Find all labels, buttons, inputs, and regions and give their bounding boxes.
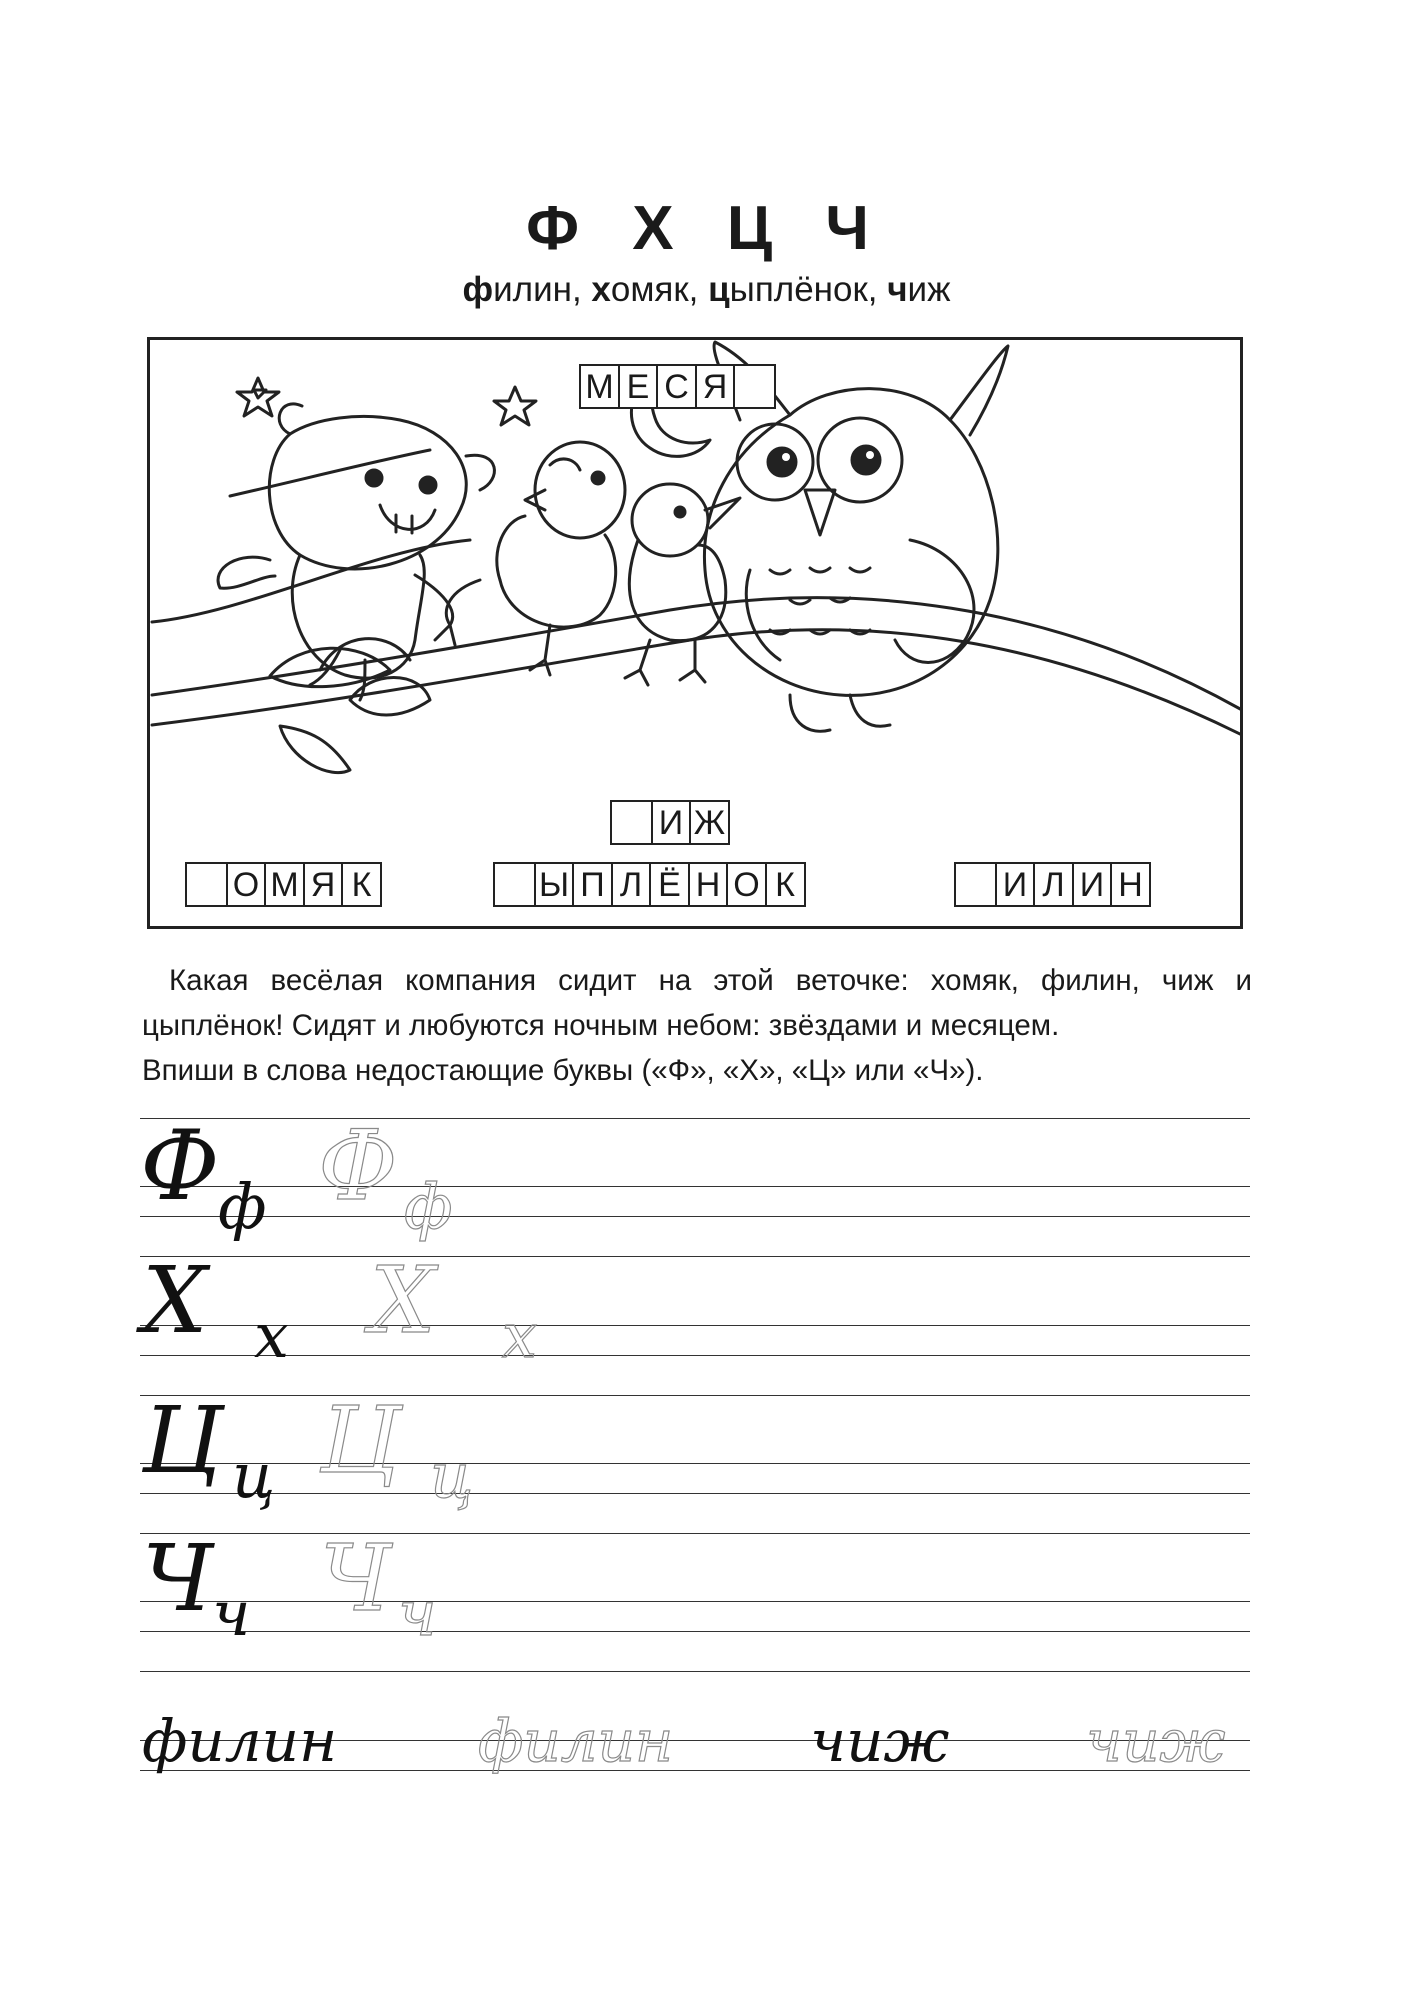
subtitle-word-1-first: ф	[462, 270, 494, 309]
word-puzzle-filin	[954, 862, 1151, 907]
star-icon	[237, 378, 279, 416]
subtitle-word-4-first: ч	[887, 270, 908, 309]
subtitle-word-3-first: ц	[708, 270, 730, 309]
cursive-word: чиж	[810, 1707, 950, 1775]
letter-cell: К	[765, 862, 806, 907]
cursive-word: филин	[142, 1707, 338, 1775]
ruled-line	[140, 1118, 1250, 1119]
cursive-trace-upper-letter: Ф	[318, 1110, 398, 1222]
subtitle-sep: ,	[688, 270, 709, 309]
word-puzzle-tsyplyonok	[493, 862, 806, 907]
subtitle-word-1-rest: илин	[493, 270, 572, 309]
cursive-trace-lower-letter: ц	[430, 1439, 474, 1512]
letter-cell: Я	[695, 364, 736, 409]
subtitle-sep: ,	[571, 270, 592, 309]
cursive-lower-letter: х	[254, 1299, 289, 1372]
cursive-trace-lower-letter: х	[502, 1299, 537, 1372]
cursive-trace-word: чиж	[1086, 1707, 1226, 1775]
blank-letter-cell[interactable]	[493, 862, 536, 907]
ruled-line	[140, 1216, 1250, 1217]
ruled-line	[140, 1256, 1250, 1257]
subtitle-word-2-first: х	[591, 270, 611, 309]
page-title: Ф Х Ц Ч	[526, 194, 887, 263]
instruction-text	[142, 958, 1252, 1093]
letter-cell: Л	[1033, 862, 1074, 907]
letter-cell: Е	[618, 364, 659, 409]
cursive-lower-letter: ф	[218, 1170, 267, 1243]
picture-frame	[147, 337, 1243, 929]
blank-letter-cell[interactable]	[610, 800, 653, 845]
letter-cell: С	[656, 364, 697, 409]
letter-cell: О	[226, 862, 267, 907]
letter-cell: Ы	[534, 862, 575, 907]
hamster-icon	[218, 404, 494, 700]
letter-cell: Н	[1110, 862, 1151, 907]
cursive-trace-lower-letter: ч	[398, 1577, 437, 1650]
blank-letter-cell[interactable]	[185, 862, 228, 907]
branch	[230, 450, 430, 496]
cursive-trace-upper-letter: Ч	[320, 1525, 392, 1632]
ruled-line	[140, 1493, 1250, 1494]
ruled-line	[140, 1463, 1250, 1464]
ruled-line	[140, 1671, 1250, 1672]
ruled-line	[140, 1355, 1250, 1356]
subtitle-word-2-rest: омяк	[610, 270, 689, 309]
letter-cell: Я	[303, 862, 344, 907]
letter-cell: Л	[611, 862, 652, 907]
cursive-trace-word: филин	[478, 1707, 674, 1775]
siskin-icon	[625, 484, 740, 685]
cursive-upper-letter: Х	[142, 1247, 208, 1354]
cursive-lower-letter: ц	[232, 1439, 276, 1512]
ruled-line	[140, 1395, 1250, 1396]
chick-icon	[435, 442, 625, 675]
instruction-paragraph-2: Впиши в слова недостающие буквы («Ф», «Х», «Ц» или «Ч»).	[142, 1054, 984, 1087]
word-puzzle-chizh	[610, 800, 730, 845]
star-icon	[494, 387, 536, 425]
letter-cell: И	[651, 800, 692, 845]
ruled-line	[140, 1325, 1250, 1326]
letter-cell: М	[579, 364, 620, 409]
cursive-upper-letter: Ц	[142, 1387, 223, 1494]
subtitle	[0, 272, 1413, 307]
letter-cell: Ж	[689, 800, 730, 845]
blank-letter-cell[interactable]	[954, 862, 997, 907]
cursive-upper-letter: Ф	[140, 1110, 220, 1222]
cursive-trace-upper-letter: Ц	[320, 1387, 401, 1494]
ruled-line	[140, 1533, 1250, 1534]
subtitle-word-3-rest: ыплёнок	[729, 270, 868, 309]
subtitle-sep: ,	[867, 270, 888, 309]
letter-cell: М	[264, 862, 305, 907]
letter-cell: И	[1072, 862, 1113, 907]
ruled-line	[140, 1601, 1250, 1602]
cursive-upper-letter: Ч	[142, 1525, 214, 1632]
letter-cell: Ё	[649, 862, 690, 907]
cursive-lower-letter: ч	[212, 1577, 251, 1650]
subtitle-word-4-rest: иж	[907, 270, 951, 309]
blank-letter-cell[interactable]	[733, 364, 776, 409]
ruled-line	[140, 1186, 1250, 1187]
ruled-line	[140, 1631, 1250, 1632]
cursive-trace-upper-letter: Х	[370, 1247, 436, 1354]
letter-cell: И	[995, 862, 1036, 907]
letter-cell: О	[726, 862, 767, 907]
letter-cell: П	[572, 862, 613, 907]
letter-cell: Н	[688, 862, 729, 907]
word-puzzle-mesyats	[579, 364, 776, 409]
instruction-paragraph-1: Какая весёлая компания сидит на этой веточке: хомяк, филин, чиж и цыплёнок! Сидят и любуются ночным небом: звёздами и месяцем.	[142, 964, 1252, 1042]
word-puzzle-khomyak	[185, 862, 382, 907]
cursive-trace-lower-letter: ф	[404, 1170, 453, 1243]
letter-cell: К	[341, 862, 382, 907]
